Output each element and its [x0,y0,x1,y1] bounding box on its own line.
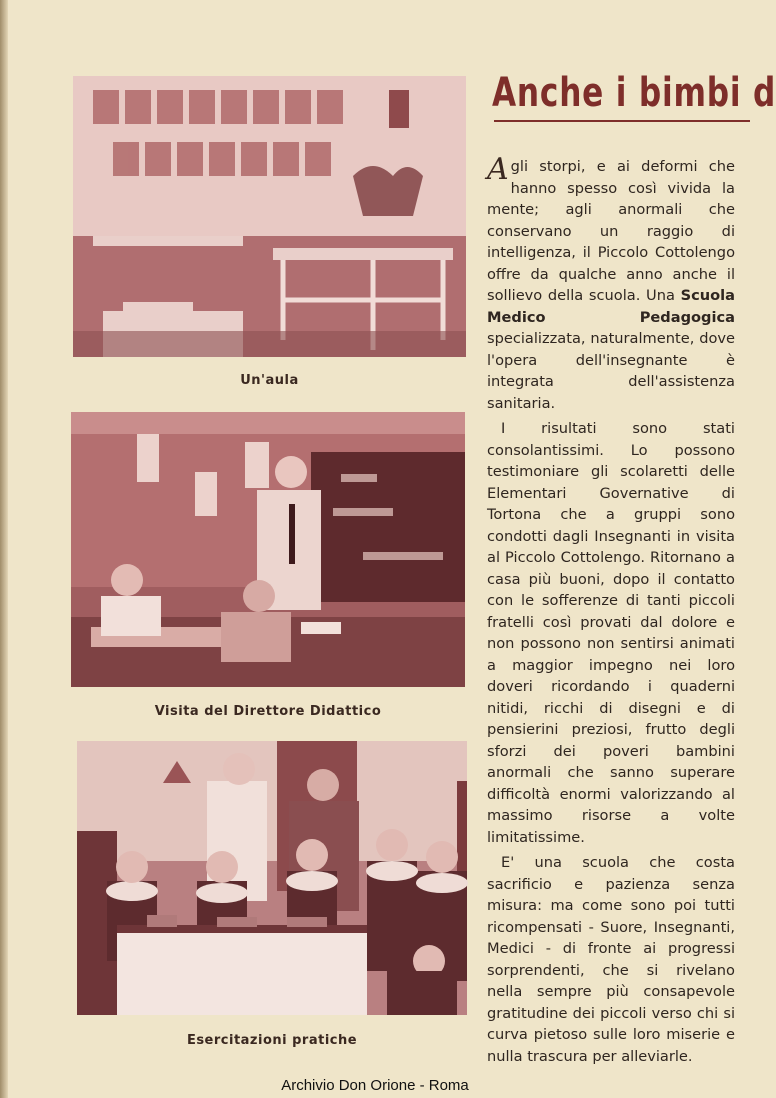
archive-footer [0,1077,750,1098]
photo-caption-practical-exercises: Esercitazioni pratiche [186,1033,358,1048]
photo-director-visit [71,412,465,687]
article-paragraph-1 [487,152,735,414]
article-paragraph-3: E' una scuola che costa sacrificio e pazienza senza misura: ma come sono poi tutti ricompensati - Suore, Insegnanti, Medici - di fronte ai progressi sorprendenti, che si rivelano nella sempre più consapevole gratitudine dei piccoli verso chi si curva pietoso sulle loro miserie e nulla trascura per alleviarle. [487,854,735,1065]
archive-footer-text: Archivio Don Orione - Roma [281,1077,469,1094]
photo-classroom [73,76,466,357]
page-edge [0,0,8,1098]
article-headline: Anche i bimbi d [492,70,776,116]
photo-practical-exercises [77,741,467,1015]
dropcap-letter: A [487,152,509,187]
article-paragraph-1-bold: Scuola Medico Pedagogica [487,287,735,326]
photo-caption-classroom: Un'aula [240,373,299,388]
article-body [487,152,735,1071]
article-paragraph-1-text-b: specializzata, naturalmente, dove l'opera dell'insegnante è integrata dell'assistenza sanitaria. [487,330,735,412]
headline-rule [494,120,750,122]
article-paragraph-2: I risultati sono stati consolantissimi. Lo possono testimoniare gli scolaretti delle Elementari Governative di Tortona che a gruppi sono condotti dagli Insegnanti in visita al Piccolo Cottolengo. Ritornano a casa più buoni, dopo il contatto con le sofferenze di tanti piccoli fratelli così provati dal dolore e non possono non sentirsi animati a maggior impegno nei loro doveri ricordando i quaderni nitidi, ricchi di disegni e di pensierini preziosi, frutto degli sforzi dei poveri bambini anormali che sanno superare difficoltà enormi valorizzando al massimo risorse a volte limitatissime. [487,420,735,846]
photo-caption-director-visit: Visita del Direttore Didattico [154,704,382,719]
article-paragraph-1-text-a: gli storpi, e ai deformi che hanno spesso così vivida la mente; agli anormali che conservano un raggio di intelligenza, il Piccolo Cottolengo offre da qualche anno anche il sollievo della scuola. Una [487,158,735,304]
